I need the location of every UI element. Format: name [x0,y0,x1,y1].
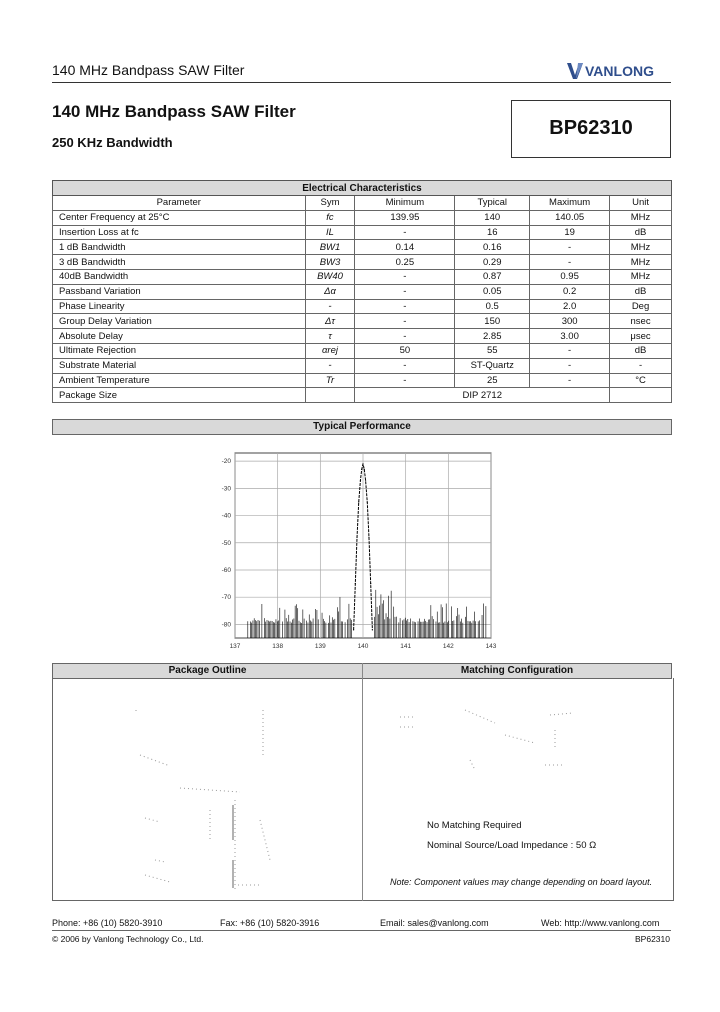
footer-web[interactable]: Web: http://www.vanlong.com [541,918,660,928]
table-cell-param: Center Frequency at 25°C [53,210,306,225]
table-cell-param: Absolute Delay [53,329,306,344]
table-cell-typ: 0.16 [455,240,530,255]
footer-fax: Fax: +86 (10) 5820-3916 [220,918,320,928]
table-cell-min: - [355,373,455,388]
package-outline-drawing [130,700,300,895]
response-point [361,469,362,470]
electrical-characteristics-table [52,180,672,403]
response-point [364,469,365,470]
table-cell-max: - [530,255,610,270]
table-cell-min: 139.95 [355,210,455,225]
footer-copyright: © 2006 by Vanlong Technology Co., Ltd. [52,934,204,944]
table-cell-sym: fc [305,210,355,225]
table-cell-typ: 55 [455,343,530,358]
table-cell-unit: Deg [610,299,672,314]
page-title: 140 MHz Bandpass SAW Filter [52,102,296,121]
table-cell-max: 140.05 [530,210,610,225]
table-caption: Electrical Characteristics [53,181,672,196]
response-point [360,480,361,481]
table-row [53,358,672,373]
footer-phone: Phone: +86 (10) 5820-3910 [52,918,163,928]
table-cell-min: - [355,269,455,284]
x-tick-label: 140 [357,643,369,650]
table-row [53,373,672,388]
table-cell-param: Group Delay Variation [53,314,306,329]
component-values-note: Note: Component values may change depending on board layout. [390,877,653,887]
table-cell-typ: 2.85 [455,329,530,344]
table-cell-unit: °C [610,373,672,388]
table-cell-param: 3 dB Bandwidth [53,255,306,270]
table-cell-sym: αrej [305,343,355,358]
x-tick-label: 139 [314,643,326,650]
table-cell-max: 19 [530,225,610,240]
table-cell-unit: dB [610,343,672,358]
table-row [53,299,672,314]
table-row [53,255,672,270]
section-divider [362,663,363,901]
table-cell-max: 0.95 [530,269,610,284]
table-cell-max: 2.0 [530,299,610,314]
column-header: Sym [305,196,355,211]
table-row [53,343,672,358]
response-point [372,629,373,630]
table-cell-unit: dB [610,225,672,240]
table-cell-typ: 16 [455,225,530,240]
y-tick-label: -40 [221,512,231,520]
company-logo [565,60,671,82]
table-cell-param: Phase Linearity [53,299,306,314]
typical-performance-caption: Typical Performance [52,419,672,435]
table-cell-param: Ultimate Rejection [53,343,306,358]
table-row [53,240,672,255]
x-tick-label: 137 [229,643,241,650]
response-point [370,583,371,584]
header-divider [52,82,671,83]
x-tick-label: 141 [400,643,412,650]
x-tick-label: 143 [485,643,497,650]
table-cell-typ: 0.05 [455,284,530,299]
table-cell-param: Substrate Material [53,358,306,373]
y-tick-label: -80 [221,621,231,629]
table-cell-typ: 0.5 [455,299,530,314]
table-cell-unit: - [610,358,672,373]
table-cell-max: 0.2 [530,284,610,299]
table-cell-typ: 0.87 [455,269,530,284]
table-cell-max: - [530,373,610,388]
table-cell-sym: - [305,358,355,373]
table-cell-typ: 140 [455,210,530,225]
response-point [367,501,368,502]
table-cell-unit: MHz [610,210,672,225]
response-point [368,537,369,538]
table-cell-param: Insertion Loss at fc [53,225,306,240]
table-cell-min: 50 [355,343,455,358]
table-cell-sym: IL [305,225,355,240]
matching-note-line2: Nominal Source/Load Impedance : 50 Ω [427,840,597,851]
y-tick-label: -30 [221,485,231,493]
response-point [362,463,363,464]
table-cell-sym: Δα [305,284,355,299]
response-point [355,583,356,584]
table-cell-unit: MHz [610,269,672,284]
table-cell-max: - [530,343,610,358]
column-header: Minimum [355,196,455,211]
y-tick-label: -20 [221,458,231,466]
y-tick-label: -70 [221,594,231,602]
table-cell-typ: 150 [455,314,530,329]
table-row [53,329,672,344]
table-cell-min: 0.25 [355,255,455,270]
table-cell-sym: - [305,299,355,314]
vanlong-logo-icon [565,60,585,80]
table-cell-typ: 25 [455,373,530,388]
part-number-box [511,100,671,158]
column-header: Parameter [53,196,306,211]
header-title: 140 MHz Bandpass SAW Filter [52,62,245,78]
column-header: Maximum [530,196,610,211]
response-point [353,629,354,630]
package-outline-caption: Package Outline [52,663,363,679]
table-row [53,314,672,329]
matching-configuration-drawing [395,705,580,775]
table-cell-parameter: Package Size [53,388,306,403]
response-point [356,537,357,538]
table-row [53,388,672,403]
table-row [53,284,672,299]
table-cell-max: - [530,358,610,373]
table-cell-sym: BW3 [305,255,355,270]
table-cell-unit: MHz [610,240,672,255]
y-tick-label: -60 [221,566,231,574]
table-cell-max: - [530,240,610,255]
table-cell-max: 300 [530,314,610,329]
y-tick-label: -50 [221,539,231,547]
table-cell-typ: 0.29 [455,255,530,270]
matching-configuration-caption: Matching Configuration [362,663,672,679]
footer-email[interactable]: Email: sales@vanlong.com [380,918,489,928]
table-cell-min: - [355,299,455,314]
table-row [53,225,672,240]
table-cell-param: Passband Variation [53,284,306,299]
table-cell-min: - [355,314,455,329]
response-point [358,501,359,502]
footer-part-number: BP62310 [635,934,670,944]
table-cell-sym: BW1 [305,240,355,255]
column-header: Unit [610,196,672,211]
column-header: Typical [455,196,530,211]
table-cell-min: 0.14 [355,240,455,255]
performance-chart-svg [205,445,505,650]
table-cell-unit: dB [610,284,672,299]
footer-divider [52,930,671,931]
x-tick-label: 138 [272,643,284,650]
table-cell-sym: BW40 [305,269,355,284]
table-cell-min: - [355,358,455,373]
table-cell-sym: Δτ [305,314,355,329]
logo-text: VANLONG [585,63,654,79]
table-cell-min: - [355,225,455,240]
x-tick-label: 142 [442,643,454,650]
table-cell-package-size: DIP 2712 [355,388,610,403]
table-cell-param: Ambient Temperature [53,373,306,388]
table-row [53,210,672,225]
table-cell-param: 40dB Bandwidth [53,269,306,284]
table-header-row [53,196,672,211]
table-cell-unit: MHz [610,255,672,270]
part-number: BP62310 [549,117,633,139]
performance-chart [205,445,505,650]
response-point [365,480,366,481]
table-cell-unit: μsec [610,329,672,344]
page-subtitle: 250 KHz Bandwidth [52,135,173,150]
table-cell-sym: τ [305,329,355,344]
table-row [53,269,672,284]
matching-note-line1: No Matching Required [427,820,522,831]
table-cell-sym: Tr [305,373,355,388]
table-cell-param: 1 dB Bandwidth [53,240,306,255]
table-cell-min: - [355,329,455,344]
table-cell-min: - [355,284,455,299]
table-cell-max: 3.00 [530,329,610,344]
table-cell-typ: ST-Quartz [455,358,530,373]
table-cell-unit: nsec [610,314,672,329]
